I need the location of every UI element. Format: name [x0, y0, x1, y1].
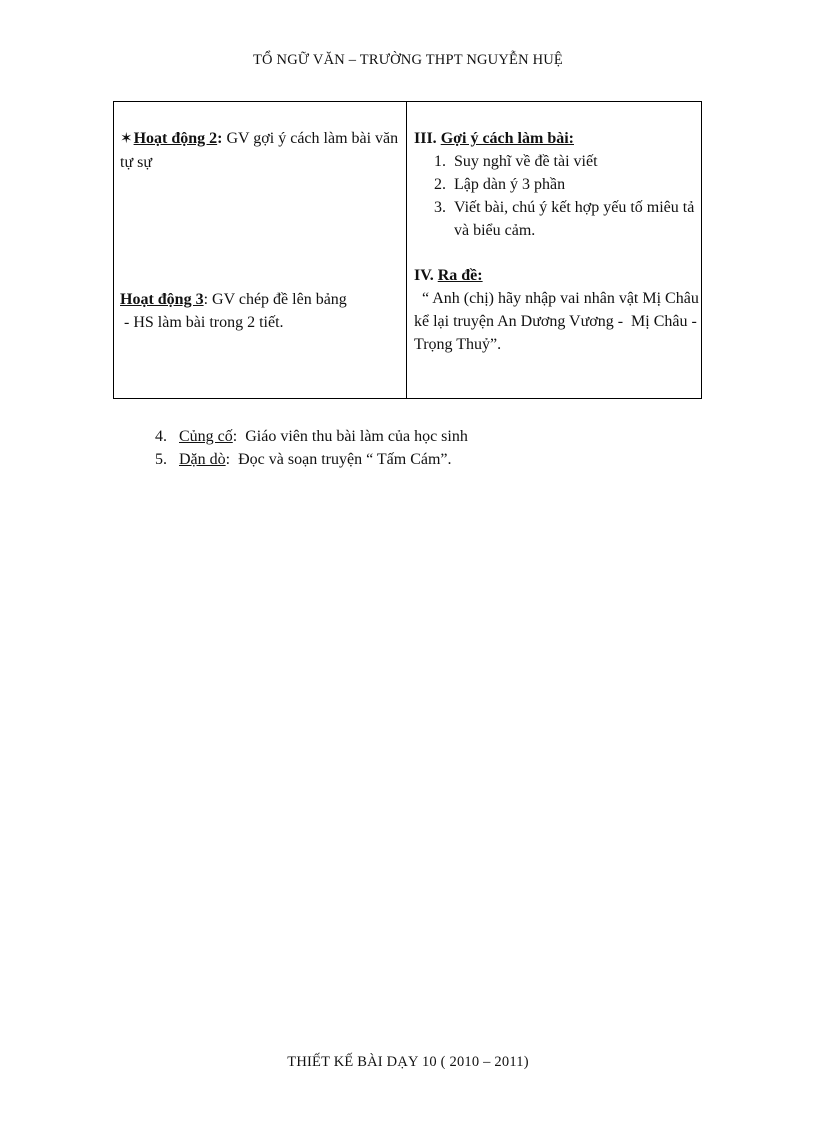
closing-notes	[155, 425, 468, 471]
page-header: TỔ NGỮ VĂN – TRƯỜNG THPT NGUYỄN HUỆ	[253, 52, 563, 68]
writing-steps-list	[414, 150, 699, 242]
activity-2-label: Hoạt động 2	[133, 130, 218, 147]
list-item: 3. Viết bài, chú ý kết hợp yếu tố miêu tả và biểu cảm.	[434, 199, 695, 239]
list-item: 2. Lập dàn ý 3 phần	[434, 176, 566, 193]
section-3-numeral: III.	[414, 130, 437, 147]
note-label: Dặn dò	[179, 451, 226, 468]
list-item: 1. Suy nghĩ về đề tài viết	[434, 153, 598, 170]
teacher-activities-column	[114, 102, 407, 398]
activity-3	[120, 288, 402, 334]
activity-2-text: GV gợi ý cách làm bài văn tự sự	[120, 130, 399, 171]
lesson-table	[113, 101, 702, 399]
page-footer: THIẾT KẾ BÀI DẠY 10 ( 2010 – 2011)	[287, 1054, 529, 1070]
activity-3-line2: - HS làm bài trong 2 tiết.	[120, 314, 284, 331]
activity-2-colon: :	[217, 130, 223, 147]
star-bullet-icon: ✶	[120, 131, 133, 147]
note-label: Củng cố	[179, 428, 233, 445]
activity-2	[120, 127, 402, 174]
section-3	[414, 127, 699, 242]
section-3-title: Gợi ý cách làm bài:	[440, 130, 574, 147]
section-4	[414, 264, 703, 356]
section-4-title: Ra đề:	[437, 267, 483, 284]
section-4-numeral: IV.	[414, 267, 434, 284]
note-consolidation: 4. Củng cố : Giáo viên thu bài làm của học sinh	[155, 425, 468, 448]
content-column	[407, 102, 701, 398]
activity-3-label: Hoạt động 3	[120, 291, 204, 308]
exam-prompt: “ Anh (chị) hãy nhập vai nhân vật Mị Châu kể lại truyện An Dương Vương - Mị Châu - Trọng Thuỷ”.	[414, 290, 703, 353]
note-homework: 5. Dặn dò : Đọc và soạn truyện “ Tấm Cám”.	[155, 448, 468, 471]
activity-3-text: : GV chép đề lên bảng	[203, 291, 347, 308]
note-text: : Đọc và soạn truyện “ Tấm Cám”.	[225, 451, 452, 468]
note-text: : Giáo viên thu bài làm của học sinh	[232, 428, 468, 445]
